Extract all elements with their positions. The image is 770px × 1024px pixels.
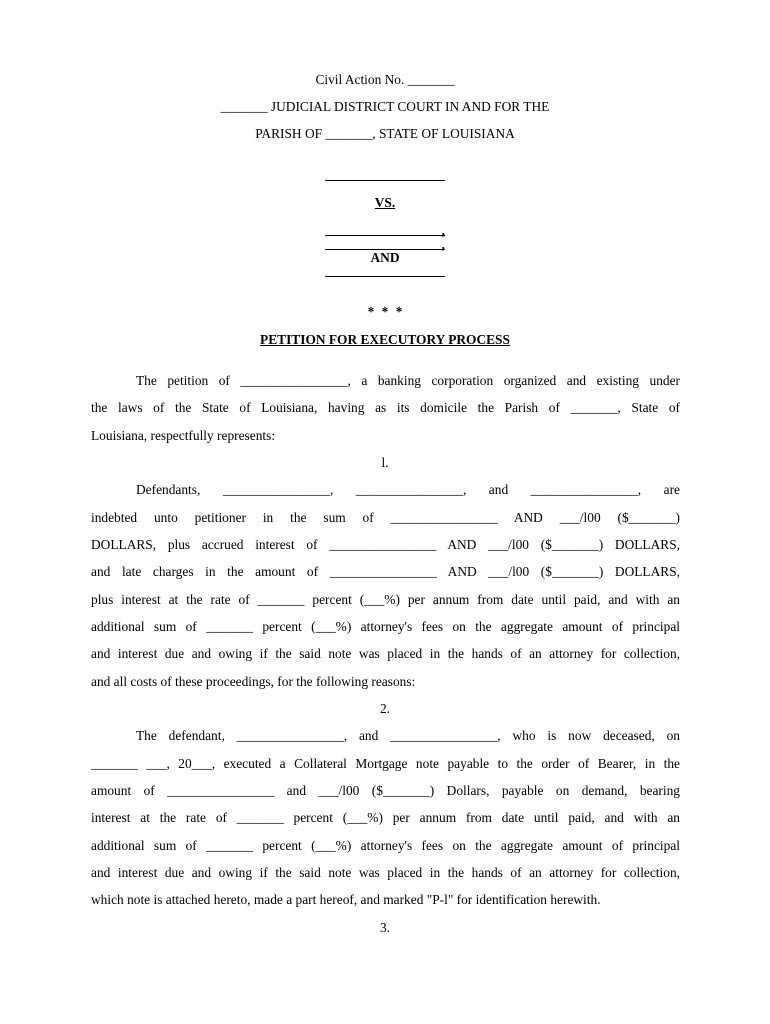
section2-line: interest at the rate of _______ percent (___%) per annum from date until paid, and with an — [91, 810, 680, 825]
intro-line: the laws of the State of Louisiana, having as its domicile the Parish of _______, State of — [91, 400, 680, 415]
court-name: _______ JUDICIAL DISTRICT COURT IN AND FOR THE — [220, 99, 550, 114]
section1-line: indebted unto petitioner in the sum of ________________ AND ___/l00 ($_______) — [91, 510, 680, 525]
defendant-blank-line-3 — [325, 276, 445, 277]
section2-line: and interest due and owing if the said note was placed in the hands of an attorney for collection, — [91, 865, 680, 880]
defendant-comma-1: , — [441, 223, 445, 238]
parish-state: PARISH OF _______, STATE OF LOUISIANA — [255, 126, 515, 141]
petition-title: PETITION FOR EXECUTORY PROCESS — [260, 332, 510, 347]
section-number-3: 3. — [379, 920, 391, 935]
defendant-comma-2: , — [441, 237, 445, 252]
intro-line: Louisiana, respectfully represents: — [91, 428, 276, 443]
section-number-1: l. — [381, 455, 389, 470]
section2-line: amount of ________________ and ___/l00 ($_______) Dollars, payable on demand, bearing — [91, 783, 680, 798]
section2-line: The defendant, ________________, and ________________, who is now deceased, on — [136, 728, 680, 743]
and-label: AND — [370, 250, 400, 265]
section1-line: DOLLARS, plus accrued interest of ________________ AND ___/l00 ($_______) DOLLARS, — [91, 537, 680, 552]
section2-line: which note is attached hereto, made a part hereof, and marked "P-l" for identification herewith. — [91, 892, 601, 907]
section1-line: additional sum of _______ percent (___%) attorney's fees on the aggregate amount of principal — [91, 619, 680, 634]
intro-line: The petition of ________________, a banking corporation organized and existing under — [136, 373, 680, 388]
section1-line: and interest due and owing if the said note was placed in the hands of an attorney for collection, — [91, 646, 680, 661]
civil-action-number: Civil Action No. _______ — [315, 72, 455, 87]
section-stars: * * * — [367, 304, 403, 319]
section1-line: and all costs of these proceedings, for the following reasons: — [91, 674, 416, 689]
section-number-2: 2. — [379, 701, 391, 716]
plaintiff-blank-line — [325, 180, 445, 181]
versus-label: VS. — [374, 195, 396, 210]
section2-line: _______ ___, 20___, executed a Collateral Mortgage note payable to the order of Bearer, in the — [91, 756, 680, 771]
section2-line: additional sum of _______ percent (___%) attorney's fees on the aggregate amount of principal — [91, 838, 680, 853]
section1-line: plus interest at the rate of _______ percent (___%) per annum from date until paid, and with an — [91, 592, 680, 607]
section1-line: and late charges in the amount of ________________ AND ___/l00 ($_______) DOLLARS, — [91, 564, 680, 579]
section1-line: Defendants, ________________, ________________, and ________________, are — [136, 482, 680, 497]
